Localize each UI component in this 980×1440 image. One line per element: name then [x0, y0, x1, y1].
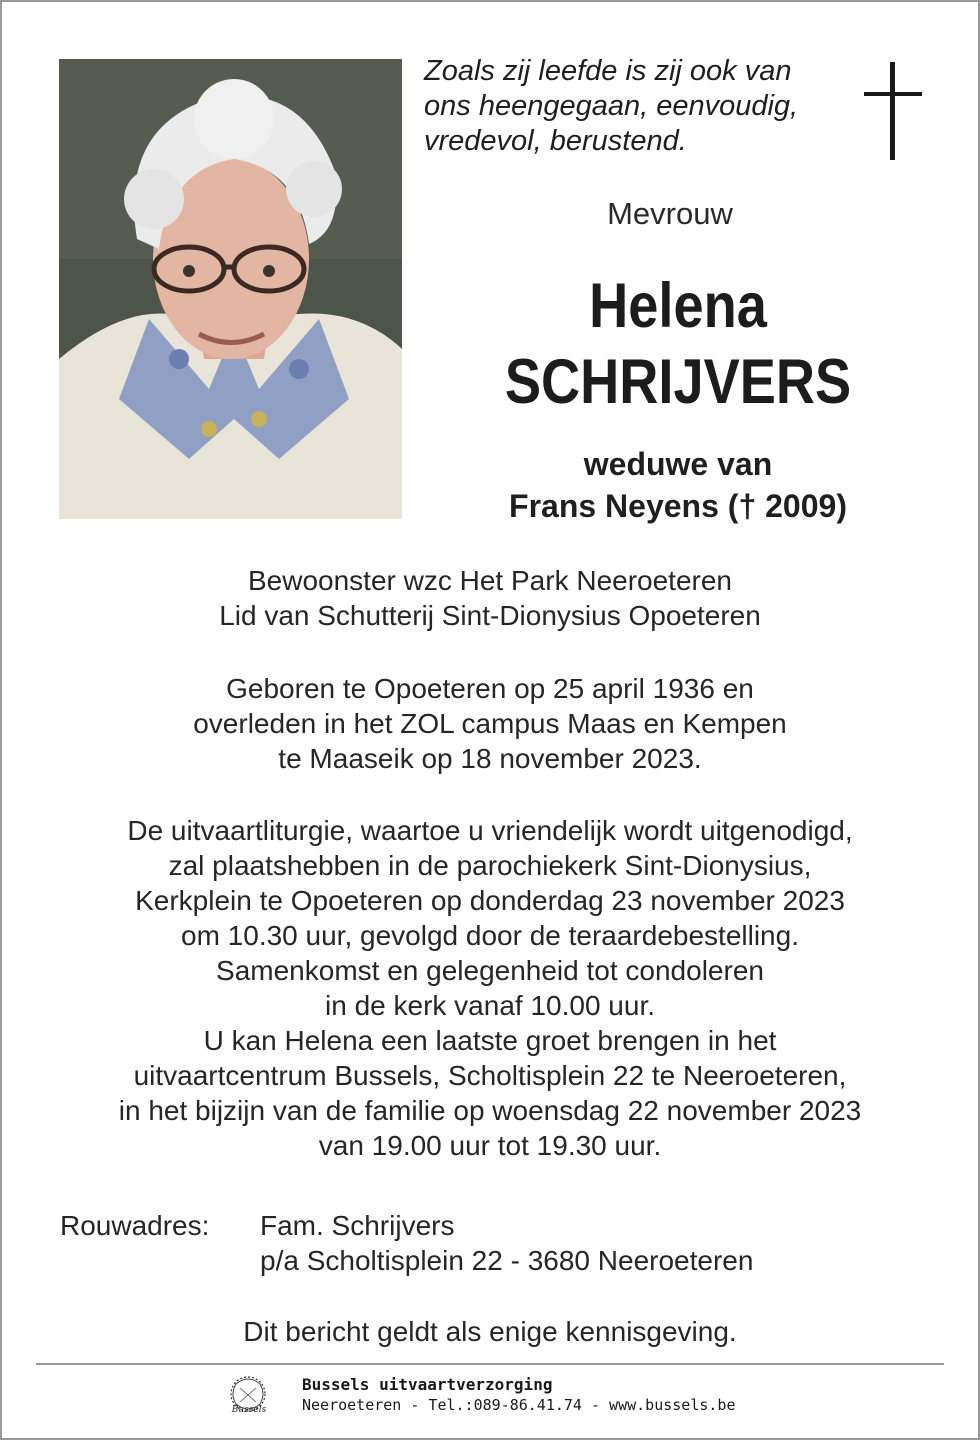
text-line: Kerkplein te Opoeteren op donderdag 23 november 2023: [135, 885, 845, 916]
address-family: Fam. Schrijvers: [260, 1210, 455, 1241]
company-logo-icon: [226, 1374, 272, 1416]
text-line: Geboren te Opoeteren op 25 april 1936 en: [226, 673, 754, 704]
deceased-first-name: Helena: [589, 271, 767, 341]
notice-text: Dit bericht geldt als enige kennisgeving.: [243, 1316, 737, 1347]
text-line: zal plaatshebben in de parochiekerk Sint-Dionysius,: [168, 850, 812, 881]
footer-divider: [36, 1363, 944, 1365]
text-line: Samenkomst en gelegenheid tot condoleren: [216, 955, 764, 986]
logo-text: Bussels: [231, 1405, 267, 1415]
quote-line: Zoals zij leefde is zij ook van: [424, 55, 792, 87]
text-line: Lid van Schutterij Sint-Dionysius Opoeteren: [219, 600, 761, 631]
text-line: overleden in het ZOL campus Maas en Kempen: [193, 708, 787, 739]
text-line: in de kerk vanaf 10.00 uur.: [325, 990, 655, 1021]
address-street: p/a Scholtisplein 22 - 3680 Neeroeteren: [260, 1245, 754, 1276]
portrait-photo: [59, 59, 402, 519]
funeral-info: [30, 813, 950, 1163]
text-line: in het bijzijn van de familie op woensdag 22 november 2023: [118, 1095, 862, 1126]
text-line: uitvaartcentrum Bussels, Scholtisplein 22 te Neeroeteren,: [133, 1060, 847, 1091]
text-line: Bewoonster wzc Het Park Neeroeteren: [248, 565, 732, 596]
quote-line: vredevol, berustend.: [424, 125, 687, 157]
footer-company-name: Bussels uitvaartverzorging: [302, 1375, 553, 1394]
cross-icon: [864, 62, 922, 160]
residence-info: [30, 563, 950, 633]
text-line: om 10.30 uur, gevolgd door de teraardebestelling.: [181, 920, 799, 951]
widow-of-label: weduwe van: [583, 446, 773, 482]
text-line: U kan Helena een laatste groet brengen in het: [203, 1025, 777, 1056]
memorial-quote: [424, 54, 844, 159]
footer-contact: Neeroeteren - Tel.:089-86.41.74 - www.bussels.be: [302, 1396, 736, 1414]
address-label: Rouwadres:: [60, 1210, 210, 1241]
spouse-name: Frans Neyens († 2009): [509, 488, 847, 524]
text-line: te Maaseik op 18 november 2023.: [278, 743, 702, 774]
text-line: van 19.00 uur tot 19.30 uur.: [318, 1130, 662, 1161]
birth-death-info: [30, 671, 950, 776]
quote-line: ons heengegaan, eenvoudig,: [424, 90, 799, 122]
salutation: Mevrouw: [607, 196, 733, 231]
text-line: De uitvaartliturgie, waartoe u vriendelijk wordt uitgenodigd,: [127, 815, 853, 846]
deceased-last-name: SCHRIJVERS: [504, 347, 852, 417]
